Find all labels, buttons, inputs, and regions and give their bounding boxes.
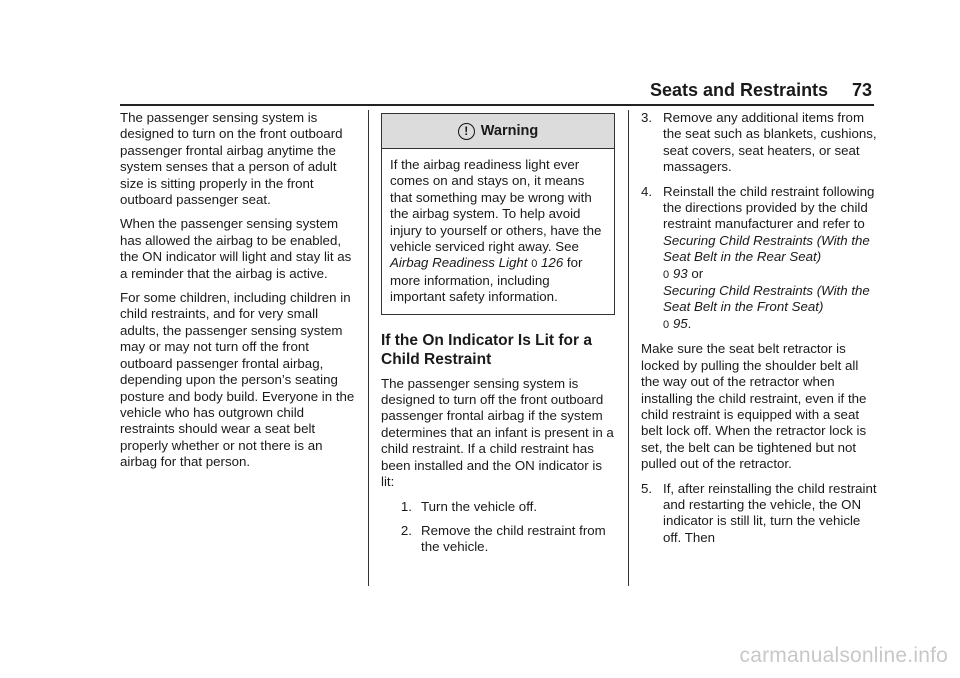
warning-header <box>382 114 614 149</box>
list-item <box>641 110 877 176</box>
warning-box <box>381 113 615 315</box>
section-title: Seats and Restraints <box>650 80 829 100</box>
step-text: Turn the vehicle off. <box>421 498 538 514</box>
step-text: Remove any additional items from the seat such as blankets, cushions, seat covers, seat heaters, or seat massagers. <box>663 110 877 175</box>
period-text: . <box>687 315 692 331</box>
list-item <box>381 523 615 556</box>
step-text <box>663 184 877 334</box>
step-number: 4. <box>641 183 653 199</box>
cross-reference-link[interactable]: Securing Child Restraints (With the Seat Belt in the Front Seat) <box>663 283 870 315</box>
cross-reference-link[interactable]: Securing Child Restraints (With the Seat Belt in the Rear Seat) <box>663 232 870 265</box>
step-text: Remove the child restraint from the vehicle. <box>421 522 606 555</box>
warning-body <box>382 149 614 314</box>
connector-text: or <box>691 265 704 281</box>
page-number: 73 <box>852 80 873 100</box>
step-number: 5. <box>641 480 653 496</box>
step-note: Make sure the seat belt retractor is locked by pulling the shoulder belt all the way out of the retractor when installing the child restraint, even if the child restraint is equipped with a seat belt lock off. When the retractor lock is set, the belt can be tightened but not pulled out of the retractor. <box>641 341 867 472</box>
warning-icon: ! <box>458 123 475 140</box>
warning-page[interactable]: 126 <box>541 255 564 271</box>
warning-title: Warning <box>480 122 539 139</box>
warning-text-after: for more information, including important safety information. <box>390 255 583 305</box>
watermark: carmanualsonline.info <box>739 644 948 667</box>
list-item <box>381 499 615 515</box>
paragraph: The passenger sensing system is designed to turn off the front outboard passenger frontal airbag if the system determines that an infant is present in a child restraint. If a child restraint has been installed and the ON indicator is lit: <box>381 375 614 490</box>
column-divider-2 <box>628 110 629 586</box>
step-number: 2. <box>400 522 412 538</box>
step-number: 3. <box>641 110 653 125</box>
subsection-heading: If the On Indicator Is Lit for a Child Restraint <box>381 331 592 368</box>
warning-link[interactable]: Airbag Readiness Light <box>390 255 528 271</box>
step-number: 1. <box>400 498 412 514</box>
page-ref-icon: 0 <box>663 268 670 281</box>
column-divider-1 <box>368 110 369 586</box>
column-2 <box>381 110 615 564</box>
step-text: If, after reinstalling the child restraint and restarting the vehicle, the ON indicator is still lit, turn the vehicle off. Then <box>663 480 877 545</box>
paragraph: The passenger sensing system is designed to turn on the front outboard passenger frontal airbag anytime the system senses that a person of adult size is sitting properly in the front outboard passenger seat. <box>120 110 343 208</box>
page-ref-icon: 0 <box>663 318 670 331</box>
paragraph: When the passenger sensing system has allowed the airbag to be enabled, the ON indicator will light and stay lit as a reminder that the airbag is active. <box>120 216 352 281</box>
column-3 <box>641 110 877 554</box>
page-ref-icon: 0 <box>531 258 538 271</box>
paragraph: For some children, including children in child restraints, and for very small adults, the passenger sensing system may or may not turn off the front outboard passenger frontal airbag, depending upon the person’s seating posture and body build. Everyone in the vehicle who has outgrown child restraints should wear a seat belt properly whether or not there is an airbag for that person. <box>120 290 355 470</box>
step-text-body: Reinstall the child restraint following the directions provided by the child restraint manufacturer and refer to <box>663 183 875 232</box>
list-item <box>641 184 877 334</box>
header-rule <box>120 104 874 106</box>
page-link[interactable]: 95 <box>672 315 688 331</box>
list-item <box>641 481 877 547</box>
column-1 <box>120 110 356 479</box>
page-link[interactable]: 93 <box>672 265 688 281</box>
warning-text: If the airbag readiness light ever comes on and stays on, it means that something may be wrong with the airbag system. To help avoid injury to yourself or others, have the vehicle serviced right away. See <box>390 157 602 255</box>
